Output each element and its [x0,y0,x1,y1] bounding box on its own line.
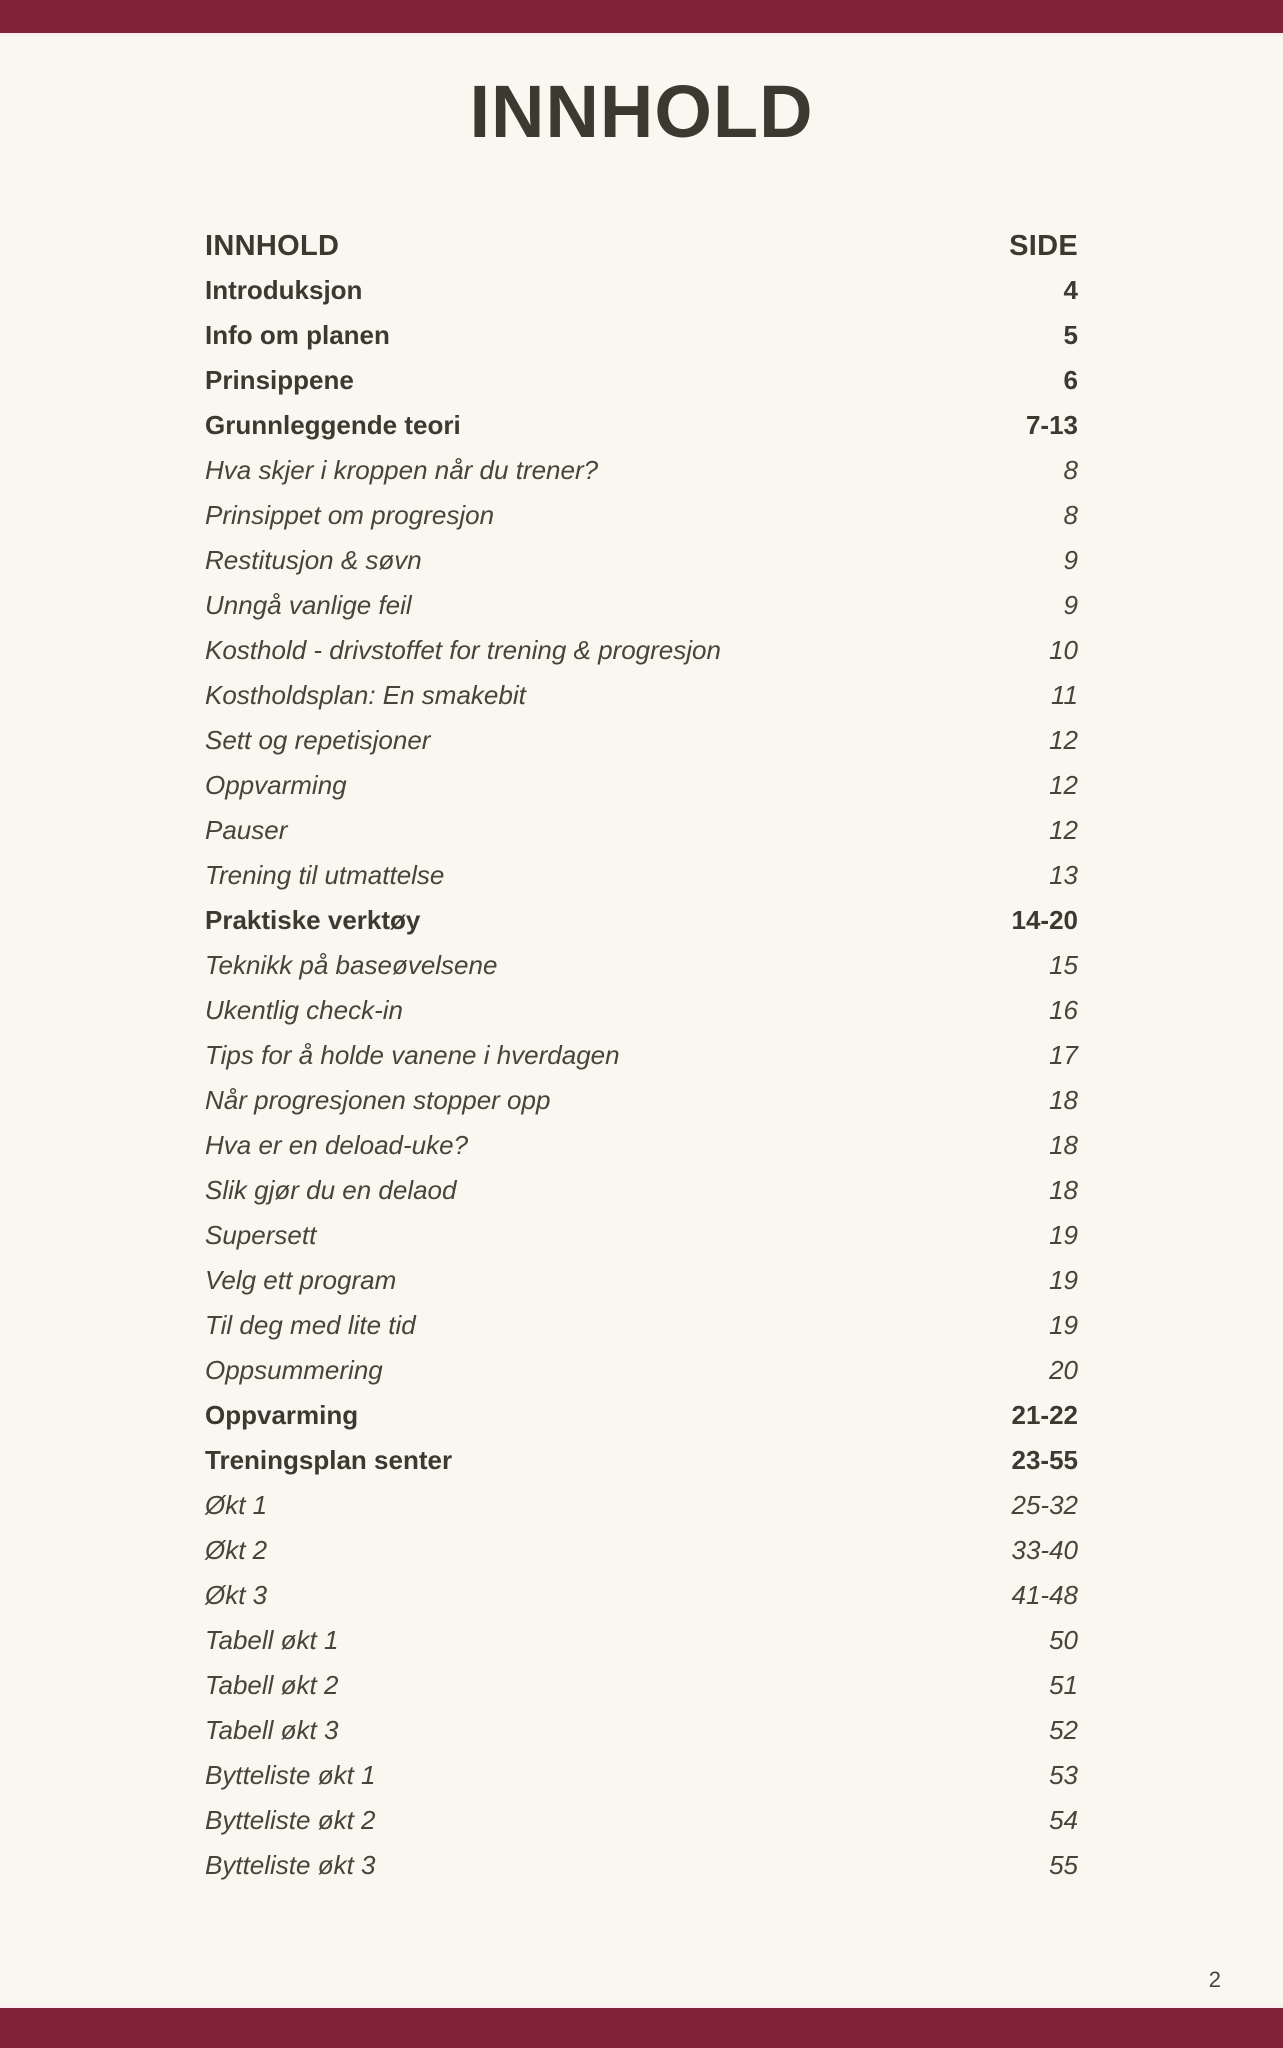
toc-entry-label: Hva skjer i kroppen når du trener? [205,455,599,485]
toc-entry[interactable] [205,815,1078,860]
toc-entry[interactable] [205,1805,1078,1850]
toc-entry-page-number: 9 [1063,545,1078,575]
toc-row-list [205,275,1078,1895]
toc-entry-label: Når progresjonen stopper opp [205,1085,551,1115]
toc-entry-page-number: 8 [1063,455,1078,485]
table-of-contents [205,230,1078,1895]
toc-entry-label: Økt 1 [205,1490,268,1520]
toc-entry-page-number: 7-13 [1025,410,1078,440]
toc-entry-page-number: 23-55 [1011,1445,1078,1475]
toc-entry-page-number: 20 [1049,1355,1078,1385]
toc-entry[interactable] [205,1085,1078,1130]
toc-entry[interactable] [205,1040,1078,1085]
toc-entry-label: Pauser [205,815,288,845]
toc-entry[interactable] [205,635,1078,680]
toc-entry-page-number: 4 [1063,275,1078,305]
toc-header-row [205,230,1078,275]
toc-entry[interactable] [205,500,1078,545]
toc-entry[interactable] [205,860,1078,905]
toc-entry-page-number: 53 [1049,1760,1078,1790]
toc-entry-page-number: 55 [1049,1850,1078,1880]
toc-entry-page-number: 12 [1049,815,1078,845]
top-decorative-bar [0,0,1283,33]
toc-entry[interactable] [205,455,1078,500]
toc-entry[interactable] [205,995,1078,1040]
toc-entry[interactable] [205,320,1078,365]
toc-entry[interactable] [205,1490,1078,1535]
toc-entry[interactable] [205,1625,1078,1670]
toc-entry-label: Kosthold - drivstoffet for trening & progresjon [205,635,721,665]
toc-header-label-right: SIDE [1009,230,1078,262]
toc-entry[interactable] [205,275,1078,320]
toc-entry-page-number: 54 [1049,1805,1078,1835]
toc-entry-label: Økt 3 [205,1580,268,1610]
toc-entry-page-number: 5 [1063,320,1078,350]
toc-entry-label: Prinsippene [205,365,354,395]
toc-entry-page-number: 51 [1049,1670,1078,1700]
toc-entry[interactable] [205,545,1078,590]
toc-entry-page-number: 8 [1063,500,1078,530]
toc-entry-page-number: 9 [1063,590,1078,620]
toc-entry-label: Tabell økt 1 [205,1625,339,1655]
toc-entry[interactable] [205,1355,1078,1400]
toc-entry-label: Info om planen [205,320,390,350]
toc-entry-label: Økt 2 [205,1535,268,1565]
toc-entry-label: Introduksjon [205,275,363,305]
toc-entry-page-number: 19 [1049,1310,1078,1340]
toc-entry-label: Teknikk på baseøvelsene [205,950,498,980]
toc-entry[interactable] [205,1445,1078,1490]
toc-entry-page-number: 13 [1049,860,1078,890]
toc-entry-label: Supersett [205,1220,317,1250]
toc-entry-page-number: 6 [1063,365,1078,395]
toc-entry[interactable] [205,1670,1078,1715]
toc-entry-label: Ukentlig check-in [205,995,403,1025]
toc-entry-page-number: 41-48 [1011,1580,1078,1610]
toc-entry-page-number: 21-22 [1011,1400,1078,1430]
toc-entry-page-number: 16 [1049,995,1078,1025]
toc-entry-page-number: 18 [1049,1175,1078,1205]
toc-entry-label: Oppvarming [205,1400,359,1430]
toc-entry-page-number: 17 [1049,1040,1078,1070]
toc-entry-label: Trening til utmattelse [205,860,445,890]
toc-entry-label: Prinsippet om progresjon [205,500,495,530]
toc-entry-label: Oppvarming [205,770,347,800]
toc-entry-label: Kostholdsplan: En smakebit [205,680,526,710]
toc-entry[interactable] [205,905,1078,950]
toc-entry[interactable] [205,1175,1078,1220]
toc-entry-label: Oppsummering [205,1355,383,1385]
toc-entry-page-number: 25-32 [1011,1490,1078,1520]
toc-entry-label: Restitusjon & søvn [205,545,422,575]
toc-entry-label: Slik gjør du en delaod [205,1175,457,1205]
toc-entry-page-number: 33-40 [1011,1535,1078,1565]
toc-entry-label: Tips for å holde vanene i hverdagen [205,1040,620,1070]
toc-entry-label: Bytteliste økt 1 [205,1760,376,1790]
toc-entry-page-number: 11 [1051,680,1078,710]
top-bar-edge [0,33,1283,36]
toc-entry-page-number: 10 [1049,635,1078,665]
toc-entry-label: Velg ett program [205,1265,397,1295]
toc-entry[interactable] [205,680,1078,725]
toc-entry-page-number: 19 [1049,1265,1078,1295]
toc-entry[interactable] [205,1400,1078,1445]
toc-entry-label: Praktiske verktøy [205,905,421,935]
toc-entry-page-number: 12 [1049,770,1078,800]
toc-entry-page-number: 18 [1049,1085,1078,1115]
toc-header-label-left: INNHOLD [205,230,340,262]
toc-entry-page-number: 15 [1049,950,1078,980]
toc-entry-page-number: 18 [1049,1130,1078,1160]
toc-entry-page-number: 52 [1049,1715,1078,1745]
toc-entry-page-number: 19 [1049,1220,1078,1250]
toc-entry-label: Tabell økt 2 [205,1670,339,1700]
toc-entry[interactable] [205,1715,1078,1760]
toc-entry[interactable] [205,1130,1078,1175]
toc-entry[interactable] [205,950,1078,995]
toc-entry[interactable] [205,1310,1078,1355]
toc-entry-label: Unngå vanlige feil [205,590,412,620]
toc-entry-page-number: 50 [1049,1625,1078,1655]
toc-entry-label: Bytteliste økt 3 [205,1850,376,1880]
toc-entry[interactable] [205,770,1078,815]
toc-entry[interactable] [205,1580,1078,1625]
bottom-decorative-bar [0,2008,1283,2048]
toc-entry[interactable] [205,1760,1078,1805]
toc-entry[interactable] [205,410,1078,455]
toc-entry[interactable] [205,1535,1078,1580]
toc-entry-label: Hva er en deload-uke? [205,1130,469,1160]
toc-entry-page-number: 12 [1049,725,1078,755]
toc-entry[interactable] [205,365,1078,410]
toc-entry-label: Tabell økt 3 [205,1715,339,1745]
toc-entry[interactable] [205,1850,1078,1895]
toc-entry[interactable] [205,725,1078,770]
toc-entry-label: Til deg med lite tid [205,1310,416,1340]
toc-entry[interactable] [205,1220,1078,1265]
toc-entry[interactable] [205,1265,1078,1310]
toc-entry-label: Treningsplan senter [205,1445,453,1475]
page-title: INNHOLD [469,70,814,153]
toc-entry-label: Bytteliste økt 2 [205,1805,376,1835]
toc-entry[interactable] [205,590,1078,635]
toc-entry-label: Grunnleggende teori [205,410,461,440]
toc-entry-page-number: 14-20 [1011,905,1078,935]
folio-page-number: 2 [1208,1967,1221,1992]
toc-entry-label: Sett og repetisjoner [205,725,431,755]
